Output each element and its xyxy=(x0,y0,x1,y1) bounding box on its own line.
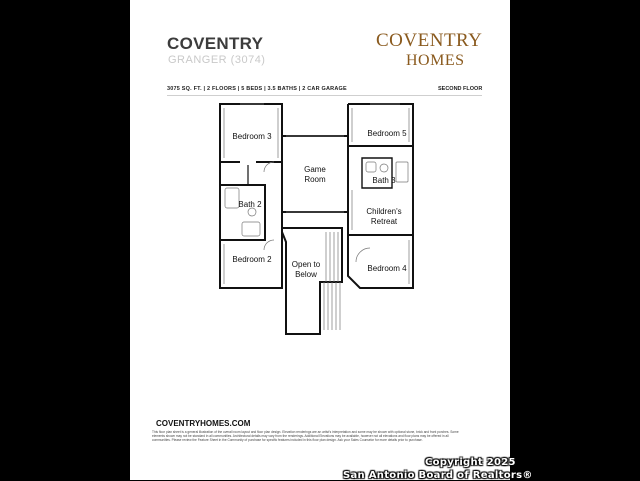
room-bath-3: Bath 3 xyxy=(372,176,396,185)
copyright-watermark-line2: San Antonio Board of Realtors® xyxy=(343,470,533,481)
room-bath-2: Bath 2 xyxy=(238,200,262,209)
room-open-to-below-line2: Below xyxy=(295,270,317,279)
room-bedroom-5: Bedroom 5 xyxy=(367,129,407,138)
room-game-room-line2: Room xyxy=(304,175,326,184)
open-to-below-wall xyxy=(282,228,342,334)
plan-specs: 3075 SQ. FT. | 2 FLOORS | 5 BEDS | 3.5 BATHS | 2 CAR GARAGE xyxy=(167,86,347,92)
room-childrens-retreat-line1: Children's xyxy=(366,207,402,216)
room-bedroom-3: Bedroom 3 xyxy=(232,132,272,141)
logo-line-1: COVENTRY xyxy=(376,30,483,51)
room-open-to-below-line1: Open to xyxy=(291,260,321,269)
website-link[interactable]: COVENTRYHOMES.COM xyxy=(156,419,251,428)
room-bedroom-4: Bedroom 4 xyxy=(367,264,407,273)
logo-line-2: HOMES xyxy=(406,52,465,69)
room-game-room-line1: Game xyxy=(304,165,326,174)
disclaimer-text: This floor plan sheet is a general illustration of the overall room layout and floor plan design. Elevation renderings are an artist's interpretation and some may be shown with optional stone, brick and front porches. Some elements shown may not be standard in all communities. Architectural details may vary from the renderings. Additional Elevations may be available, however not all elevations and floor plans may be offered in all communities. Please review the Feature Sheet in the Community of purchase for specific features included in this floor plan design. Ask your Sales Counselor for more details prior to purchase. xyxy=(152,430,459,442)
room-childrens-retreat-line2: Retreat xyxy=(370,217,398,226)
room-bedroom-2: Bedroom 2 xyxy=(232,255,272,264)
floor-plan-sheet xyxy=(130,0,510,480)
bath2-wall xyxy=(220,185,265,240)
floor-label: SECOND FLOOR xyxy=(438,86,483,92)
copyright-watermark-line1: Copyright 2025 xyxy=(425,457,516,468)
plan-subtitle: GRANGER (3074) xyxy=(168,54,266,66)
plan-name: COVENTRY xyxy=(167,34,264,53)
floor-plan-drawing xyxy=(130,0,510,480)
